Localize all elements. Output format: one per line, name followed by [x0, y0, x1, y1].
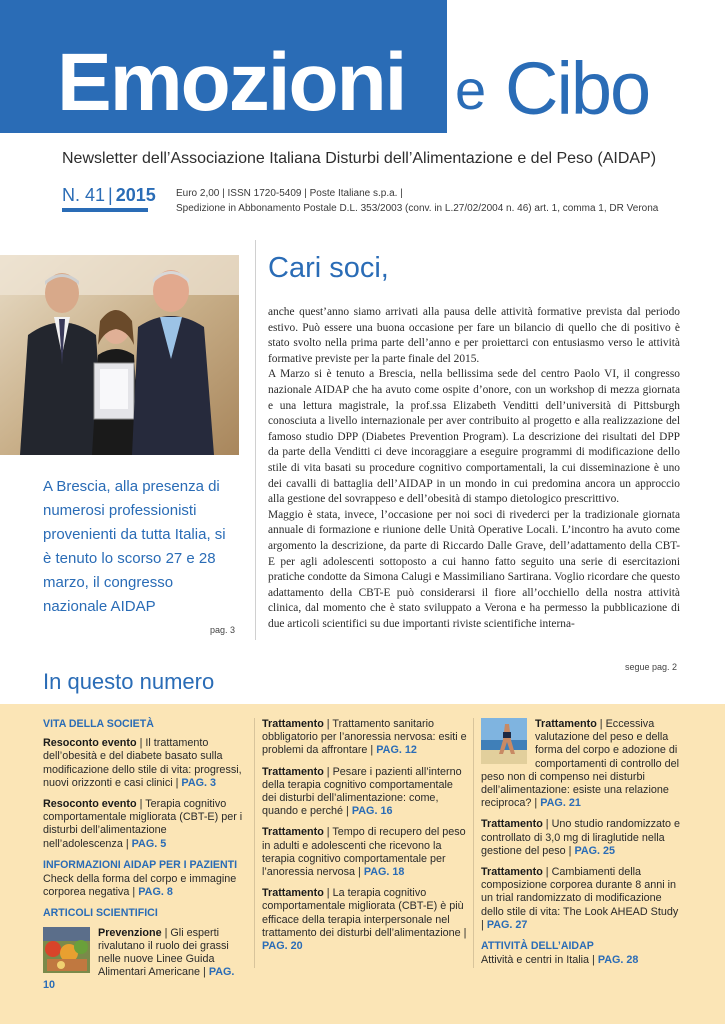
publication-info-line-2: Spedizione in Abbonamento Postale D.L. 353/2003 (conv. in L.27/02/2004 n. 46) art. 1, comma 1, DR Verona — [176, 203, 659, 214]
toc-entry-category: Trattamento — [481, 818, 543, 831]
toc-entry-page: PAG. 18 — [363, 866, 405, 879]
toc-entry-category: Resoconto evento — [43, 737, 137, 750]
toc-entry[interactable] — [43, 737, 248, 790]
toc-entry-category: Resoconto evento — [43, 798, 137, 811]
masthead-title: Emozioni — [57, 37, 406, 128]
table-of-contents — [0, 704, 725, 1024]
column-divider — [255, 240, 256, 640]
toc-entry-text: | Terapia cognitivo comportamentale migliorata (CBT-E) per i disturbi dell’alimentazione nell’adolescenza | — [43, 798, 243, 850]
toc-entry-page: PAG. 28 — [597, 954, 639, 967]
toc-entry-text: Attività e centri in Italia | — [481, 954, 598, 967]
toc-entry[interactable] — [262, 766, 467, 819]
toc-entry-text: | Cambiamenti della composizione corporea durante 8 anni in un trial randomizzato di modificazione dello stile di vita: The Look AHEAD Study | — [481, 866, 679, 931]
photo-caption: A Brescia, alla presenza di numerosi professionisti provenienti da tutta Italia, si è tenuto lo scorso 27 e 28 marzo, il congresso nazionale AIDAP — [43, 478, 226, 615]
toc-entry[interactable] — [262, 718, 467, 758]
toc-column-2 — [262, 718, 467, 961]
toc-entry-page: PAG. 21 — [540, 797, 581, 810]
toc-entry[interactable] — [481, 866, 681, 932]
issue-underline — [62, 208, 148, 212]
toc-entry-page: PAG. 5 — [131, 837, 167, 850]
toc-column-3 — [481, 718, 681, 975]
toc-entry-page: PAG. 27 — [486, 918, 528, 931]
toc-entry-text: | Pesare i pazienti all’interno della terapia cognitivo comportamentale dei disturbi dell’alimentazione: come, quando e perché | — [262, 765, 462, 818]
toc-entry-text: | Eccessiva valutazione del peso e della forma del corpo e adozione di comportamenti di controllo del peso non di compenso nei disturbi dell’alimentazione: esiste una relazione reciproca? | — [481, 718, 680, 810]
toc-divider — [473, 718, 474, 968]
letter-body — [268, 305, 680, 632]
toc-entry-text: | Gli esperti rivalutano il ruolo dei grassi nelle nuove Linee Guida Alimentari Americane | — [98, 926, 229, 979]
toc-entry-category: Prevenzione — [98, 926, 162, 939]
toc-section-heading: ARTICOLI SCIENTIFICI — [43, 907, 158, 920]
toc-entry-text: | Il trattamento dell’obesità e del diabete basato sulla modificazione dello stile di vita: progressi, nuovi orizzonti e casi clinici | — [43, 737, 242, 789]
toc-entry-text: | Trattamento sanitario obbligatorio per l’anoressia nervosa: esiti e problemi da affrontare | — [262, 718, 467, 757]
publication-info — [176, 186, 706, 216]
food-thumbnail-icon — [43, 927, 90, 973]
toc-entry-text: | Tempo di recupero del peso in adulti e adolescenti che ricevono la terapia cognitivo comportamentale per l’anoressia nervosa | — [262, 826, 466, 879]
continued-ref: segue pag. 2 — [625, 662, 678, 672]
toc-entry-text: Check della forma del corpo e immagine corporea negativa | — [43, 873, 237, 899]
toc-entry[interactable] — [481, 954, 681, 967]
letter-paragraph-2: A Marzo si è tenuto a Brescia, nella bellissima sede del centro Paolo VI, il congresso nazionale AIDAP che ha avuto come ospite d’onore, con un workshop di mezza giornata e una lettura magistrale, la prof.ssa Elizabeth Venditti dell’università di Pittsburgh conosciuta a livello internazionale per aver contribuito al progetto e alla realizzazione del famoso studio DPP (Diabetes Prevention Program). La descrizione dei risultati del DPP da parte della Venditti ci deve incoraggiare a eseguire programmi di modificazione dello stile di vita basati su procedure cognitivo comportamentali, la cui disseminazione è uno dei cavalli di battaglia dell’AIDAP in un mondo in cui predomina ancora un approccio alla gestione del sovrappeso e dell’obesità di stampo dietologico prescrittivo. — [268, 368, 680, 506]
toc-entry-text: | La terapia cognitivo comportamentale migliorata (CBT-E) è più efficace della terapia interpersonale nel trattamento dei disturbi dell’alimentazione | — [262, 887, 467, 939]
newsletter-subtitle: Newsletter dell’Associazione Italiana Disturbi dell’Alimentazione e del Peso (AIDAP) — [62, 150, 657, 167]
letter-paragraph-1: anche quest’anno siamo arrivati alla pausa delle attività formative prevista dal periodo estivo. Può essere una buona occasione per fare un bilancio di quello che di positivo è stato svolto nella prima parte dell’anno e per proiettarci con entusiasmo verso le attività formative previste per la parte finale del 2015. — [268, 306, 680, 365]
toc-entry[interactable] — [43, 873, 248, 899]
toc-entry[interactable] — [43, 927, 248, 993]
toc-entry-page: PAG. 25 — [574, 844, 616, 857]
toc-entry[interactable] — [481, 818, 681, 858]
toc-section-heading: INFORMAZIONI AIDAP PER I PAZIENTI — [43, 858, 238, 871]
toc-title: In questo numero — [43, 669, 215, 694]
toc-entry-page: PAG. 8 — [138, 886, 173, 899]
toc-entry-page: PAG. 12 — [376, 744, 417, 757]
toc-column-1 — [43, 718, 248, 1001]
award-photo-illustration — [0, 255, 239, 455]
toc-entry-page: PAG. 3 — [181, 776, 217, 789]
issue-number-label: N. 41 — [62, 185, 106, 205]
masthead-connector: e — [455, 58, 487, 121]
toc-entry[interactable] — [262, 887, 467, 953]
toc-entry[interactable] — [43, 798, 248, 851]
toc-section-heading: VITA DELLA SOCIETÀ — [43, 718, 154, 730]
toc-entry-category: Trattamento — [262, 826, 324, 839]
toc-divider — [254, 718, 255, 968]
toc-entry-category: Trattamento — [535, 718, 597, 730]
letter-title: Cari soci, — [268, 252, 389, 284]
issue-year: 2015 — [115, 185, 156, 205]
toc-entry-category: Trattamento — [262, 887, 324, 900]
toc-entry-page: PAG. 10 — [43, 966, 235, 992]
toc-entry[interactable] — [262, 826, 467, 879]
masthead-title-2: Cibo — [505, 47, 650, 130]
toc-section-heading: ATTIVITÀ DELL’AIDAP — [481, 940, 594, 953]
toc-entry-category: Trattamento — [262, 718, 324, 730]
publication-info-line-1: Euro 2,00 | ISSN 1720-5409 | Poste Italiane s.p.a. | — [176, 188, 403, 199]
toc-entry-text: | Uno studio randomizzato e controllato di 3,0 mg di liraglutide nella gestione del peso | — [481, 818, 681, 857]
toc-entry[interactable] — [481, 718, 681, 810]
award-photo-icon — [0, 255, 239, 455]
toc-entry-category: Trattamento — [481, 866, 543, 879]
toc-entry-page: PAG. 20 — [262, 940, 303, 953]
beach-runner-thumbnail-icon — [481, 718, 527, 764]
letter-paragraph-3: Maggio è stata, invece, l’occasione per noi soci di rivederci per la tradizionale giornata annuale di formazione e riunione delle Unità Operative Locali. L’incontro ha avuto come argomento la descrizione, da parte di Riccardo Dalle Grave, dell’adattamento della CBT-E per agli adolescenti sottoposto a cui hanno fatto seguito una serie di esercitazioni pratiche condotte da Simona Calugi e Massimiliano Sartirana. Voglio ricordare che questo adattamento della CBT-E può considerarsi il fiore all’occhiello della nostra attività clinica, dal momento che è stato sviluppato a Verona e ha permesso la pubblicazione di due articoli scientifici su due importanti riviste scientifiche interna- — [268, 508, 680, 630]
toc-entry-category: Trattamento — [262, 765, 324, 778]
issue-separator: | — [108, 185, 113, 205]
issue-number — [62, 185, 156, 206]
caption-page-ref: pag. 3 — [210, 625, 236, 635]
toc-entry-page: PAG. 16 — [351, 805, 393, 818]
